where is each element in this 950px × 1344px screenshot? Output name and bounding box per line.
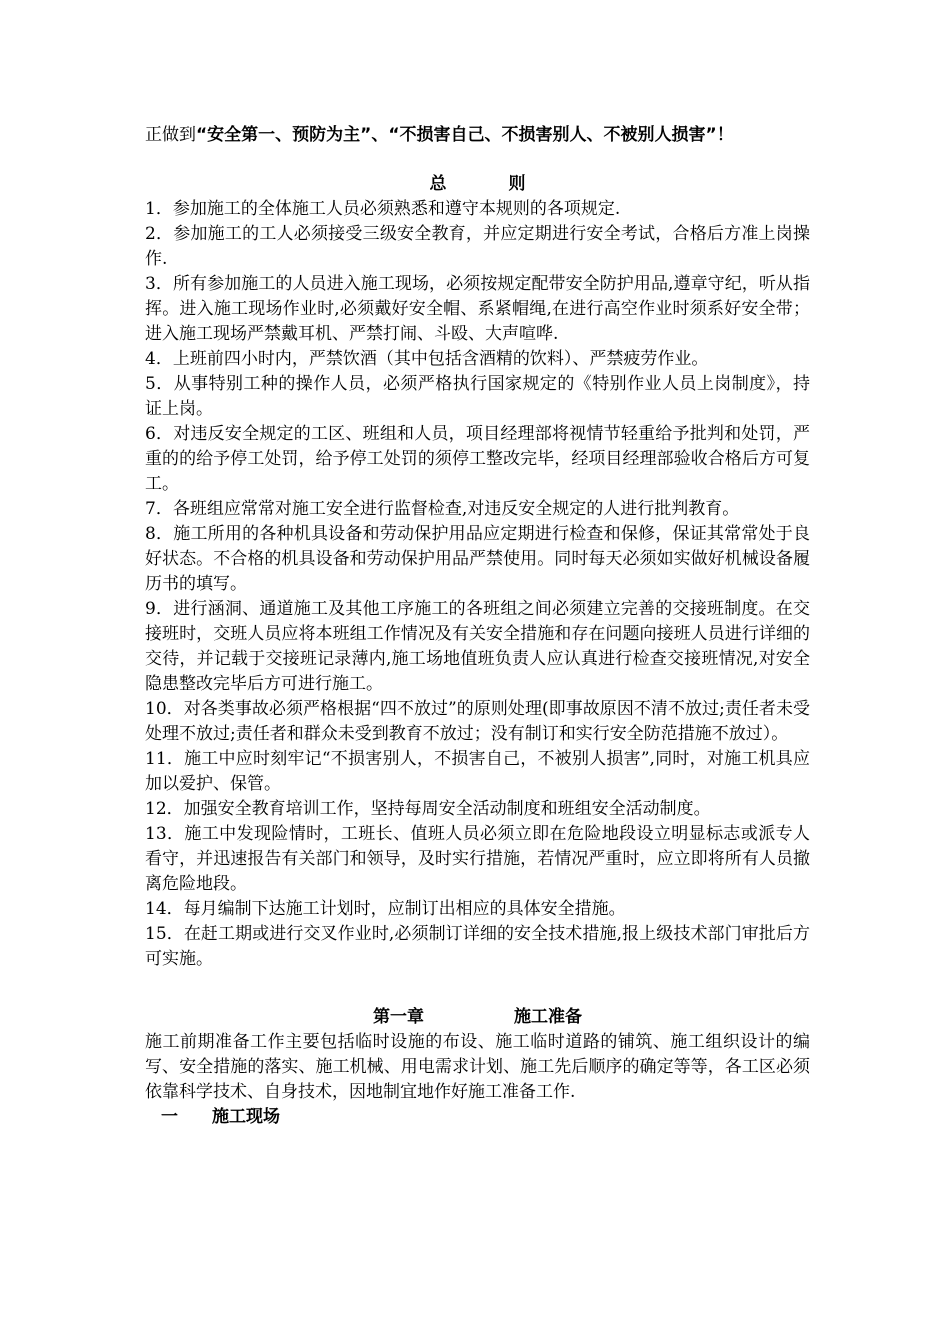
chapter-intro-paragraph: 施工前期准备工作主要包括临时设施的布设、施工临时道路的铺筑、施工组织设计的编写、安全措施的落实、施工机械、用电需求计划、施工先后顺序的确定等等，各工区必须依靠科学技术、自身技术，因地制宜地作好施工准备工作. (145, 1032, 810, 1102)
rule-item: 12．加强安全教育培训工作，坚持每周安全活动制度和班组安全活动制度。 (145, 799, 711, 819)
rule-item: 4．上班前四小时内，严禁饮酒（其中包括含酒精的饮料）、严禁疲劳作业。 (145, 349, 709, 369)
rule-item: 14．每月编制下达施工计划时，应制订出相应的具体安全措施。 (145, 899, 626, 919)
rule-item: 5．从事特别工种的操作人员，必须严格执行国家规定的《特别作业人员上岗制度》，持证上岗。 (145, 374, 810, 419)
rule-item: 1．参加施工的全体施工人员必须熟悉和遵守本规则的各项规定. (145, 199, 621, 219)
general-heading: 总 则 (429, 174, 554, 194)
section-number: 一 (161, 1107, 178, 1127)
rule-item: 11．施工中应时刻牢记“不损害别人，不损害自己，不被别人损害”,同时，对施工机具应加以爱护、保管。 (145, 749, 810, 794)
chapter-number: 第一章 (373, 1007, 424, 1027)
rule-item: 7．各班组应常常对施工安全进行监督检查,对违反安全规定的人进行批判教育。 (145, 499, 740, 519)
rule-item: 9．进行涵洞、通道施工及其他工序施工的各班组之间必须建立完善的交接班制度。在交接班时，交班人员应将本班组工作情况及有关安全措施和存在问题向接班人员进行详细的交待，并记载于交接班记录薄内,施工场地值班负责人应认真进行检查交接班情况,对安全隐患整改完毕后方可进行施工。 (145, 599, 810, 694)
rule-item: 2．参加施工的工人必须接受三级安全教育，并应定期进行安全考试，合格后方准上岗操作. (145, 224, 810, 269)
chapter-title: 施工准备 (514, 1007, 582, 1027)
section-heading (145, 1105, 810, 1130)
spacer (145, 972, 810, 997)
general-rules-list (145, 197, 810, 972)
rule-item: 13．施工中发现险情时，工班长、值班人员必须立即在危险地段设立明显标志或派专人看守，并迅速报告有关部门和领导，及时实行措施，若情况严重时，应立即将所有人员撤离危险地段。 (145, 824, 810, 894)
document-page (145, 123, 810, 1130)
rule-item: 10．对各类事故必须严格根据“四不放过”的原则处理(即事故原因不清不放过;责任者未受处理不放过;责任者和群众未受到教育不放过；没有制订和实行安全防范措施不放过）。 (145, 699, 810, 744)
rule-item: 15．在赶工期或进行交叉作业时,必须制订详细的安全技术措施,报上级技术部门审批后方可实施。 (145, 924, 810, 969)
intro-prefix: 正做到 (145, 125, 196, 145)
intro-slogan: “安全第一、预防为主”、“不损害自己、不损害别人、不被别人损害”！ (196, 125, 734, 145)
section-title: 施工现场 (212, 1107, 280, 1127)
rule-item: 3．所有参加施工的人员进入施工现场，必须按规定配带安全防护用品,遵章守纪，听从指挥。进入施工现场作业时,必须戴好安全帽、系紧帽绳,在进行高空作业时须系好安全带；进入施工现场严禁戴耳机、严禁打闹、斗殴、大声喧哗. (145, 274, 810, 344)
rule-item: 6．对违反安全规定的工区、班组和人员，项目经理部将视情节轻重给予批判和处罚，严重的的给予停工处罚，给予停工处罚的须停工整改完毕，经项目经理部验收合格后方可复工。 (145, 424, 810, 494)
intro-paragraph (145, 123, 810, 148)
rule-item: 8．施工所用的各种机具设备和劳动保护用品应定期进行检查和保修，保证其常常处于良好状态。不合格的机具设备和劳动保护用品严禁使用。同时每天必须如实做好机械设备履历书的填写。 (145, 524, 810, 594)
chapter-heading (145, 1005, 810, 1030)
